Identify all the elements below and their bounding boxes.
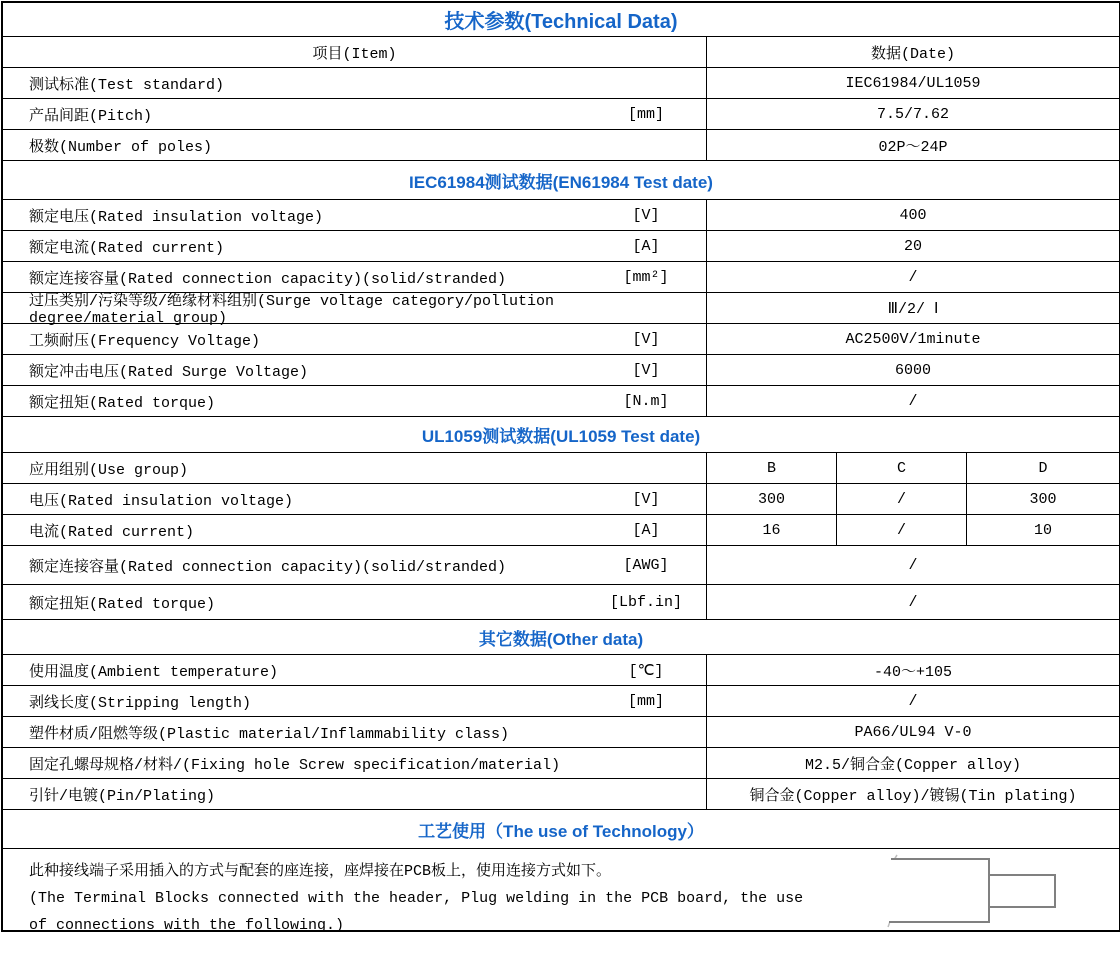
use-group-row [3, 453, 1119, 484]
row-unit: [V] [632, 361, 660, 379]
technology-use-content [3, 849, 1119, 934]
row-value: IEC61984/UL1059 [845, 74, 981, 92]
table-row [3, 231, 1119, 262]
row-label: 塑件材质/阻燃等级(Plastic material/Inflammability class) [29, 725, 510, 743]
section-title: UL1059测试数据(UL1059 Test date) [421, 427, 701, 446]
row-label: 测试标准(Test standard) [29, 76, 225, 94]
row-label: 电压(Rated insulation voltage) [29, 492, 294, 510]
row-label: 剥线长度(Stripping length) [29, 694, 252, 712]
row-label: 额定连接容量(Rated connection capacity)(solid/stranded) [29, 558, 507, 576]
table-row [3, 200, 1119, 231]
row-value: / [908, 268, 918, 286]
use-group-c: C [837, 453, 967, 483]
value-d: 300 [1029, 490, 1057, 508]
row-unit: [Lbf.in] [609, 593, 682, 611]
section-title: 工艺使用（The use of Technology） [418, 821, 704, 841]
value-b: 300 [707, 484, 837, 514]
row-value: 7.5/7.62 [876, 105, 949, 123]
row-label: 引针/电镀(Pin/Plating) [29, 787, 216, 805]
row-value: / [908, 556, 918, 574]
section-header-ul1059 [3, 417, 1119, 453]
row-value: 铜合金(Copper alloy)/镀锡(Tin plating) [749, 787, 1077, 805]
row-value: / [908, 392, 918, 410]
section-header-other-data [3, 620, 1119, 655]
value-d: 10 [1033, 521, 1052, 539]
section-title: 其它数据(Other data) [478, 629, 644, 649]
value-c: / [837, 484, 967, 514]
section-header-iec61984 [3, 161, 1119, 200]
row-unit: [N.m] [623, 392, 669, 410]
page-title: 技术参数(Technical Data) [444, 11, 678, 33]
column-header-row [3, 37, 1119, 68]
value-b: 16 [707, 515, 837, 545]
row-value: PA66/UL94 V-0 [854, 723, 972, 741]
row-label: 固定孔螺母规格/材料/(Fixing hole Screw specification/material) [29, 756, 561, 774]
row-label: 应用组别(Use group) [29, 461, 189, 479]
technical-data-table [1, 1, 1120, 932]
row-value: 02P～24P [878, 138, 948, 156]
note-line-cn: 此种接线端子采用插入的方式与配套的座连接，座焊接在PCB板上，使用连接方式如下。 [29, 863, 612, 880]
section-header-technology-use [3, 810, 1119, 849]
table-row [3, 130, 1119, 161]
use-group-b: B [707, 453, 837, 483]
table-row [3, 386, 1119, 417]
table-row [3, 585, 1119, 620]
note-line-en-2: of connections with the following.) [29, 917, 345, 934]
column-header-data: 数据(Date) [870, 45, 955, 63]
row-value: M2.5/铜合金(Copper alloy) [804, 756, 1022, 774]
value-c: / [837, 515, 967, 545]
table-row [3, 324, 1119, 355]
row-label: 电流(Rated current) [29, 523, 195, 541]
table-row [3, 355, 1119, 386]
table-row [3, 686, 1119, 717]
row-label: 使用温度(Ambient temperature) [29, 663, 279, 681]
row-label: 额定电压(Rated insulation voltage) [29, 208, 324, 226]
table-row [3, 293, 1119, 327]
row-label: 额定扭矩(Rated torque) [29, 595, 216, 613]
section-title: IEC61984测试数据(EN61984 Test date) [409, 172, 713, 192]
row-unit: [mm²] [623, 268, 669, 286]
note-line-en-1: (The Terminal Blocks connected with the header, Plug welding in the PCB board, the use [29, 890, 804, 907]
row-value: 20 [903, 237, 922, 255]
row-label: 额定电流(Rated current) [29, 239, 225, 257]
row-label: 产品间距(Pitch) [29, 107, 153, 125]
row-label: 额定冲击电压(Rated Surge Voltage) [29, 363, 309, 381]
row-label: 极数(Number of poles) [29, 138, 213, 156]
column-header-item: 项目(Item) [3, 37, 707, 67]
row-value: AC2500V/1minute [845, 330, 981, 348]
table-row [3, 546, 1119, 585]
table-row [3, 655, 1119, 686]
row-label: 工频耐压(Frequency Voltage) [29, 332, 261, 350]
row-unit: [℃] [628, 662, 664, 680]
table-row [3, 99, 1119, 130]
technology-note [29, 858, 803, 939]
row-unit: [A] [632, 237, 660, 255]
row-label: 额定连接容量(Rated connection capacity)(solid/stranded) [29, 270, 507, 288]
header-body-outline [889, 859, 989, 922]
row-unit: [mm] [627, 105, 664, 123]
table-row [3, 779, 1119, 810]
row-unit: [AWG] [623, 556, 669, 574]
row-unit: [V] [632, 330, 660, 348]
row-value: 6000 [894, 361, 931, 379]
table-row [3, 515, 1119, 546]
use-group-d: D [1038, 459, 1048, 477]
table-row [3, 748, 1119, 779]
connector-diagram [881, 853, 1066, 931]
row-unit: [V] [632, 206, 660, 224]
plug-body-outline [989, 875, 1055, 907]
row-value: / [908, 692, 918, 710]
row-unit: [mm] [627, 692, 664, 710]
table-row [3, 717, 1119, 748]
row-label: 额定扭矩(Rated torque) [29, 394, 216, 412]
row-value: Ⅲ/2/ Ⅰ [887, 300, 939, 318]
row-unit: [A] [632, 521, 660, 539]
table-row [3, 484, 1119, 515]
row-value: / [908, 593, 918, 611]
row-value: 400 [899, 206, 927, 224]
row-value: -40～+105 [873, 663, 952, 681]
table-row [3, 3, 1119, 37]
row-label: 过压类别/污染等级/绝缘材料组别(Surge voltage category/pollution degree/material group) [29, 293, 555, 327]
table-row [3, 68, 1119, 99]
row-unit: [V] [632, 490, 660, 508]
